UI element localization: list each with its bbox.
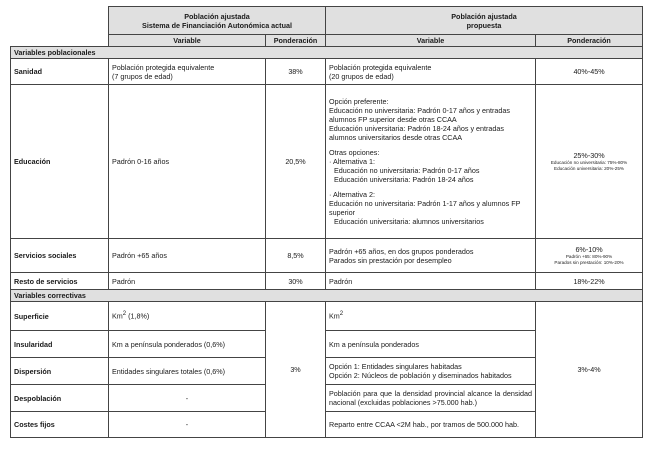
current-weight-educacion: 20,5% (266, 85, 326, 239)
current-variable-despoblacion: - (109, 385, 266, 412)
proposed-weight-servicios-note-2: Parados sin prestación: 10%-20% (554, 260, 624, 265)
education-other-options-title: Otras opciones: (329, 148, 380, 157)
row-label-dispersion: Dispersión (11, 358, 109, 385)
proposed-weight-educacion-note-1: Educación no universitaria: 75%-80% (550, 160, 628, 166)
row-label-insularidad: Insularidad (11, 331, 109, 358)
proposed-weight-educacion-value: 25%-30% (573, 151, 605, 161)
proposed-weight-resto-servicios: 18%-22% (536, 273, 643, 290)
corner-blank-cell-2 (11, 35, 109, 47)
row-label-resto-servicios: Resto de servicios (11, 273, 109, 290)
proposed-weight-servicios-note-1: Padrón +65: 80%-90% (565, 254, 613, 260)
education-alt2-non-university: Educación no universitaria: Padrón 1-17 años y alumnos FP superior (329, 199, 521, 217)
proposed-weight-servicios-value: 6%-10% (575, 245, 603, 255)
proposed-superficie-exponent: 2 (339, 311, 344, 318)
table-row (11, 302, 643, 331)
proposed-variable-educacion (326, 85, 536, 239)
education-preferred-non-university: Educación no universitaria: Padrón 0-17 años y entradas alumnos FP superior desde otras CCAA (329, 106, 511, 124)
proposed-variable-sanidad: Población protegida equivalente (20 grupos de edad) (326, 59, 536, 85)
current-variable-costes-fijos: - (109, 412, 266, 438)
education-alt2-title: · Alternativa 2: (329, 190, 375, 199)
proposed-variable-resto-servicios: Padrón (326, 273, 536, 290)
row-label-servicios-sociales: Servicios sociales (11, 239, 109, 273)
education-preferred-university: Educación universitaria: Padrón 18-24 años y entradas alumnos universitarios desde otras CCAA (329, 124, 505, 142)
current-variable-resto-servicios: Padrón (109, 273, 266, 290)
current-weight-corrective: 3% (266, 302, 326, 438)
proposed-superficie-unit: Km (329, 311, 340, 321)
education-preferred-option-title: Opción preferente: (329, 97, 389, 106)
table-row (11, 239, 643, 273)
corner-blank-cell (11, 7, 109, 35)
current-variable-dispersion: Entidades singulares totales (0,6%) (109, 358, 266, 385)
financing-comparison-table (10, 6, 643, 438)
current-weight-resto-servicios: 30% (266, 273, 326, 290)
proposed-variable-servicios-sociales: Padrón +65 años, en dos grupos ponderados Parados sin prestación por desempleo (326, 239, 536, 273)
current-weight-servicios-sociales: 8,5% (266, 239, 326, 273)
current-system-header: Población ajustada Sistema de Financiación Autonómica actual (109, 7, 326, 35)
section-population-variables: Variables poblacionales (11, 47, 643, 59)
current-superficie-weight-note: (1,8%) (126, 311, 150, 321)
proposed-weight-educacion-note-2: Educación universitaria: 20%-25% (554, 166, 624, 171)
proposed-variable-insularidad: Km a península ponderados (326, 331, 536, 358)
education-alt1-university: Educación universitaria: Padrón 18-24 años (334, 175, 474, 184)
current-variable-insularidad: Km a península ponderados (0,6%) (109, 331, 266, 358)
current-variable-superficie (109, 302, 266, 331)
proposed-weight-servicios-sociales (536, 239, 643, 273)
proposed-weight-educacion (536, 85, 643, 239)
table-row (11, 85, 643, 239)
proposed-weight-corrective: 3%-4% (536, 302, 643, 438)
proposed-variable-dispersion: Opción 1: Entidades singulares habitadas Opción 2: Núcleos de población y diseminados habitados (326, 358, 536, 385)
proposed-weight-col-header: Ponderación (536, 35, 643, 47)
current-weight-sanidad: 38% (266, 59, 326, 85)
row-label-costes-fijos: Costes fijos (11, 412, 109, 438)
table-row (11, 273, 643, 290)
section-corrective-variables: Variables correctivas (11, 290, 643, 302)
current-variable-col-header: Variable (109, 35, 266, 47)
proposed-variable-col-header: Variable (326, 35, 536, 47)
education-alt1-non-university: Educación no universitaria: Padrón 0-17 años (334, 166, 480, 175)
current-variable-servicios-sociales: Padrón +65 años (109, 239, 266, 273)
row-label-educacion: Educación (11, 85, 109, 239)
current-superficie-exponent: 2 (122, 311, 127, 318)
proposed-variable-superficie (326, 302, 536, 331)
proposed-variable-despoblacion: Población para que la densidad provincial alcance la densidad nacional (excluidas poblaciones >75.000 hab.) (326, 385, 536, 412)
proposed-system-header: Población ajustada propuesta (326, 7, 643, 35)
current-superficie-unit: Km (112, 311, 123, 321)
education-alt2-university: Educación universitaria: alumnos universitarios (334, 217, 484, 226)
proposed-variable-costes-fijos: Reparto entre CCAA <2M hab., por tramos de 500.000 hab. (326, 412, 536, 438)
current-variable-educacion: Padrón 0-16 años (109, 85, 266, 239)
education-alt1-title: · Alternativa 1: (329, 157, 375, 166)
row-label-despoblacion: Despoblación (11, 385, 109, 412)
proposed-weight-sanidad: 40%-45% (536, 59, 643, 85)
table-row (11, 59, 643, 85)
row-label-sanidad: Sanidad (11, 59, 109, 85)
current-weight-col-header: Ponderación (266, 35, 326, 47)
row-label-superficie: Superficie (11, 302, 109, 331)
current-variable-sanidad: Población protegida equivalente (7 grupos de edad) (109, 59, 266, 85)
